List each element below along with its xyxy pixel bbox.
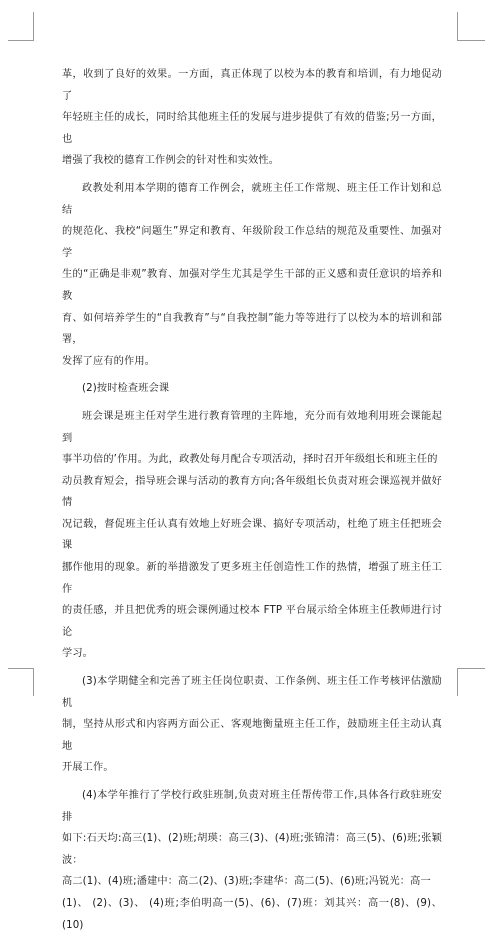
text-line: 的责任感，并且把优秀的班会课例通过校本 FTP 平台展示给全体班主任教师进行讨论 (62, 605, 442, 638)
text-line: 学习。 (62, 648, 94, 660)
crop-mark-bottom-right (457, 668, 458, 696)
text-line: 如下:石天均:高三(1)、(2)班;胡瑛：高三(3)、(4)班;张锦清：高三(5)、(6)班;张颖波： (62, 833, 442, 866)
text-line: 年轻班主任的成长，同时给其他班主任的发展与进步提供了有效的借鉴;另一方面，也 (62, 112, 442, 145)
text-line: 班会课是班主任对学生进行教育管理的主阵地，充分而有效地利用班会课能起到 (62, 410, 442, 444)
crop-mark-bottom-left (33, 668, 34, 696)
text-line: 高二(1)、(4)班;潘建中：高二(2)、(3)班;李建华：高二(5)、(6)班;冯锐光：高一 (62, 876, 431, 888)
text-line: 况记载，督促班主任认真有效地上好班会课、搞好专项活动，杜绝了班主任把班会课 (62, 518, 442, 552)
body-text (62, 64, 442, 936)
text-line: (3)本学期健全和完善了班主任岗位职责、工作条例、班主任工作考核评估激励机 (62, 676, 442, 709)
text-line: 制，坚持从形式和内容两方面公正、客观地衡量班主任工作，鼓励班主任主动认真地 (62, 719, 442, 752)
text-line: 政教处利用本学期的德育工作例会，就班主任工作常规、班主任工作计划和总结 (62, 182, 442, 216)
crop-mark-top-left (8, 40, 34, 41)
crop-mark-bottom-left (8, 668, 34, 669)
text-line: 挪作他用的现象。新的举措激发了更多班主任创造性工作的热情，增强了班主任工作 (62, 562, 442, 595)
text-line: 发挥了应有的作用。 (62, 355, 156, 367)
text-line: 增强了我校的德育工作例会的针对性和实效性。 (62, 155, 280, 167)
crop-mark-top-left (33, 12, 34, 40)
crop-mark-bottom-right (457, 668, 485, 669)
text-line: 开展工作。 (62, 762, 114, 774)
text-line: 的规范化、我校“问题生”界定和教育、年级阶段工作总结的规范及重要性、加强对学 (62, 226, 442, 259)
crop-mark-top-right (457, 12, 458, 40)
text-line: 育、如何培养学生的“自我教育”与“自我控制”能力等等进行了以校为本的培训和部署， (62, 312, 442, 346)
crop-mark-top-right (457, 40, 485, 41)
text-line: (1)、 (2)、(3)、 (4)班;李伯明高一(5)、(6)、(7)班：刘其兴：高一(8)、(9)、(10) (62, 897, 442, 931)
text-line: (4)本学年推行了学校行政驻班制,负责对班主任帮传带工作,具体各行政驻班安排 (62, 790, 442, 823)
text-line: 动员教育短会，指导班会课与活动的教育方向;各年级组长负责对班会课巡视并做好情 (62, 475, 442, 509)
text-line: 生的“正确是非观”教育、加强对学生尤其是学生干部的正义感和责任意识的培养和教 (62, 269, 442, 302)
text-line: 革，收到了良好的效果。一方面，真正体现了以校为本的教育和培训，有力地促动了 (62, 69, 442, 102)
text-line: 事半功倍的’作用。为此，政教处每月配合专项活动，择时召开年级组长和班主任的 (62, 454, 438, 466)
section-heading: (2)按时检查班会课 (82, 383, 170, 395)
